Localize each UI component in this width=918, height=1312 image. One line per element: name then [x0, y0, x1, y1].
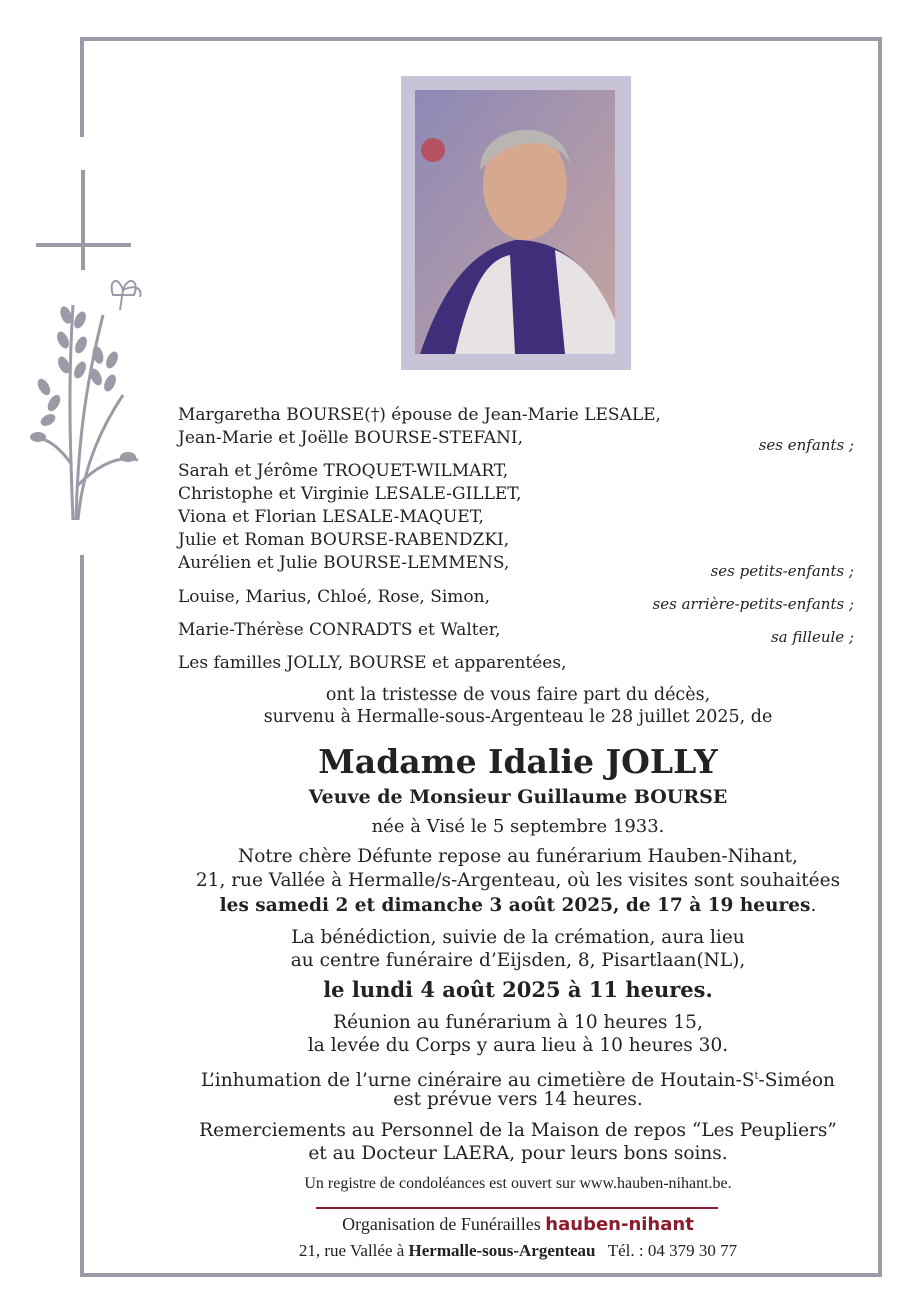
- ceremony-line-2: au centre funéraire d’Eijsden, 8, Pisartlaan(NL),: [290, 950, 746, 971]
- role-children: ses enfants ;: [758, 436, 854, 454]
- visits-line-1: Notre chère Défunte repose au funérarium Hauben-Nihant,: [238, 846, 798, 867]
- visits-line-3: [80, 895, 918, 917]
- family-line-2: Jean-Marie et Joëlle BOURSE-STEFANI,: [178, 428, 523, 448]
- deceased-name: Madame Idalie JOLLY: [318, 742, 718, 781]
- inhumation-text-b: -Siméon: [758, 1070, 835, 1092]
- great-grandchildren: Louise, Marius, Chloé, Rose, Simon,: [178, 587, 491, 607]
- footer-separator: [316, 1207, 718, 1209]
- ceremony-date: le lundi 4 août 2025 à 11 heures.: [323, 977, 713, 1002]
- meeting-line-1: Réunion au funérarium à 10 heures 15,: [333, 1012, 703, 1033]
- announcement-line-2: survenu à Hermalle-sous-Argenteau le 28 juillet 2025, de: [263, 707, 773, 727]
- footer-org-label: Organisation de Funérailles: [342, 1214, 541, 1234]
- footer-address-a: 21, rue Vallée à: [298, 1241, 409, 1260]
- thanks-line-2: et au Docteur LAERA, pour leurs bons soins.: [308, 1143, 728, 1164]
- deceased-widow: Veuve de Monsieur Guillaume BOURSE: [308, 786, 728, 808]
- inhumation-line-2: est prévue vers 14 heures.: [393, 1089, 643, 1110]
- grandchild-1: Sarah et Jérôme TROQUET-WILMART,: [178, 461, 509, 481]
- visits-dates: les samedi 2 et dimanche 3 août 2025, de 17 à 19 heures: [219, 895, 811, 916]
- register-note: Un registre de condoléances est ouvert sur www.hauben-nihant.be.: [304, 1175, 732, 1192]
- inhumation-sup: t: [754, 1071, 759, 1082]
- grandchild-5: Aurélien et Julie BOURSE-LEMMENS,: [178, 553, 510, 573]
- frame-top: [80, 37, 882, 41]
- grandchild-2: Christophe et Virginie LESALE-GILLET,: [178, 484, 522, 504]
- meeting-line-2: la levée du Corps y aura lieu à 10 heures 30.: [307, 1035, 729, 1056]
- visits-dates-end: .: [810, 895, 817, 916]
- families: Les familles JOLLY, BOURSE et apparentées,: [178, 653, 567, 673]
- role-goddaughter: sa filleule ;: [770, 628, 854, 646]
- frame-left-upper: [80, 37, 84, 137]
- footer-phone: Tél. : 04 379 30 77: [607, 1241, 738, 1260]
- grandchild-4: Julie et Roman BOURSE-RABENDZKI,: [178, 530, 510, 550]
- frame-bottom: [80, 1273, 882, 1277]
- footer-address-city: Hermalle-sous-Argenteau: [408, 1241, 596, 1260]
- role-grandchildren: ses petits-enfants ;: [710, 562, 854, 580]
- footer-address: [80, 1241, 918, 1261]
- ceremony-line-1: La bénédiction, suivie de la crémation, aura lieu: [291, 927, 745, 948]
- visits-line-2: 21, rue Vallée à Hermalle/s-Argenteau, où les visites sont souhaitées: [195, 870, 841, 891]
- family-line-1: Margaretha BOURSE(†) épouse de Jean-Marie LESALE,: [178, 405, 661, 425]
- brand-logo: hauben-nihant: [545, 1214, 694, 1235]
- thanks-line-1: Remerciements au Personnel de la Maison de repos “Les Peupliers”: [199, 1120, 837, 1141]
- portrait-photo: [415, 90, 615, 354]
- grandchild-3: Viona et Florian LESALE-MAQUET,: [178, 507, 484, 527]
- goddaughter: Marie-Thérèse CONRADTS et Walter,: [178, 620, 501, 640]
- deceased-born: née à Visé le 5 septembre 1933.: [371, 816, 665, 837]
- portrait-image: [415, 90, 615, 354]
- announcement-line-1: ont la tristesse de vous faire part du décès,: [325, 685, 711, 705]
- cross-flowers-icon: [28, 165, 158, 525]
- role-great-grandchildren: ses arrière-petits-enfants ;: [652, 595, 854, 613]
- inhumation-text-a: L’inhumation de l’urne cinéraire au cimetière de Houtain-S: [201, 1070, 755, 1092]
- footer-org: [80, 1214, 918, 1235]
